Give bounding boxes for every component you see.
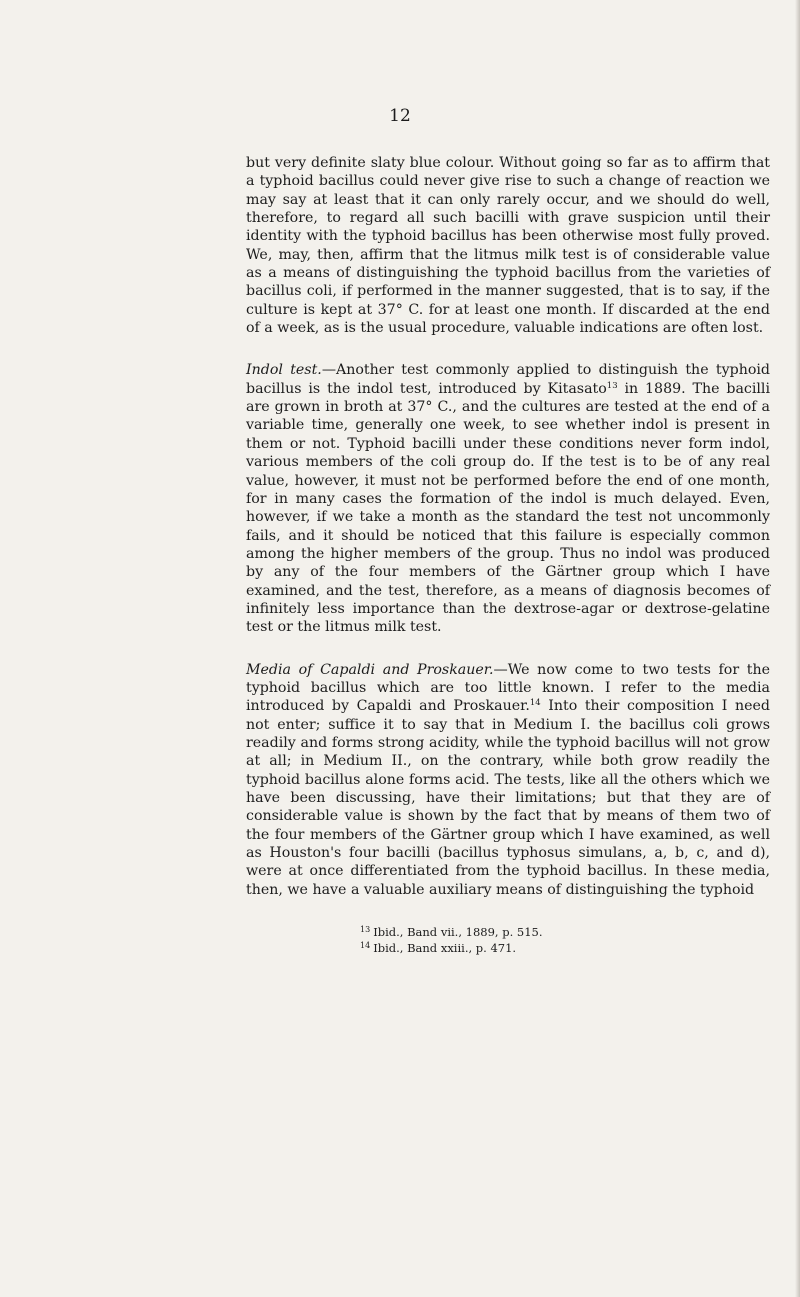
footnote-text: Ibid., Band xxiii., p. 471. <box>373 941 517 956</box>
paragraph-litmus-milk <box>246 154 770 337</box>
footnote-14 <box>360 939 770 955</box>
paragraph-text: but very definite slaty blue colour. Without going so far as to affirm that a typhoid bacillus could never give rise to such a change of reaction we may say at least that it can only rarely occur, and we should do well, therefore, to regard all such bacilli with grave suspicion until their identity with the typhoid bacillus has been otherwise most fully proved. We, may, then, affirm that the litmus milk test is of considerable value as a means of distinguishing the typhoid bacillus from the varieties of bacillus coli, if performed in the manner suggested, that is to say, if the culture is kept at 37° C. for at least one month. If discarded at the end of a week, as is the usual procedure, valuable indications are often lost. <box>246 155 770 337</box>
page-body <box>246 154 770 955</box>
page-number: 12 <box>389 106 411 126</box>
section-lead-capaldi-proskauer: Media of Capaldi and Proskauer. <box>246 661 494 678</box>
paragraph-text: in 1889. The bacilli are grown in broth at 37° C., and the cultures are tested at the end of a variable time, generally one week, to see whether indol is present in them or not. Typhoid bacilli under these conditions never form indol, various members of the coli group do. If the test is to be of any real value, however, it must not be performed before the end of one month, for in many cases the formation of the indol is much delayed. Even, however, if we take a month as the standard the test not uncommonly fails, and it should be noticed that this failure is especially common among the higher members of the group. Thus no indol was produced by any of the four members of the Gärtner group which I have examined, and the test, therefore, as a means of diagnosis becomes of infinitely less importance than the dextrose-agar or dextrose-gelatine test or the litmus milk test. <box>246 380 770 636</box>
page-edge-shadow <box>795 0 800 1297</box>
footnote-13 <box>360 923 770 939</box>
footnotes <box>246 923 770 955</box>
paragraph-text: —We now come to two tests for the typhoid bacillus which are too little known. I refer to the media introduced by Capaldi and Proskauer. <box>246 661 770 715</box>
footnote-ref-13: 13 <box>606 380 618 391</box>
paragraph-capaldi-proskauer <box>246 661 770 899</box>
paragraph-indol-test <box>246 361 770 636</box>
footnote-number: 14 <box>360 941 371 951</box>
footnote-number: 13 <box>360 925 371 935</box>
paragraph-text: Into their composition I need not enter; suffice it to say that in Medium I. the bacillus coli grows readily and forms strong acidity, while the typhoid bacillus will not grow at all; in Medium II., on the contrary, while both grow readily the typhoid bacillus alone forms acid. The tests, like all the others which we have been discussing, have their limitations; but that they are of considerable value is shown by the fact that by means of them two of the four members of the Gärtner group which I have examined, as well as Houston's four bacilli (bacillus typhosus simulans, a, b, c, and d), were at once differentiated from the typhoid bacillus. In these media, then, we have a valuable auxiliary means of distinguishing the typhoid <box>246 698 770 898</box>
paragraph-text: —Another test commonly applied to distinguish the typhoid bacillus is the indol test, introduced by Kitasato <box>246 362 770 397</box>
footnote-text: Ibid., Band vii., 1889, p. 515. <box>373 925 543 940</box>
section-lead-indol-test: Indol test. <box>246 362 322 379</box>
footnote-ref-14: 14 <box>529 698 541 709</box>
